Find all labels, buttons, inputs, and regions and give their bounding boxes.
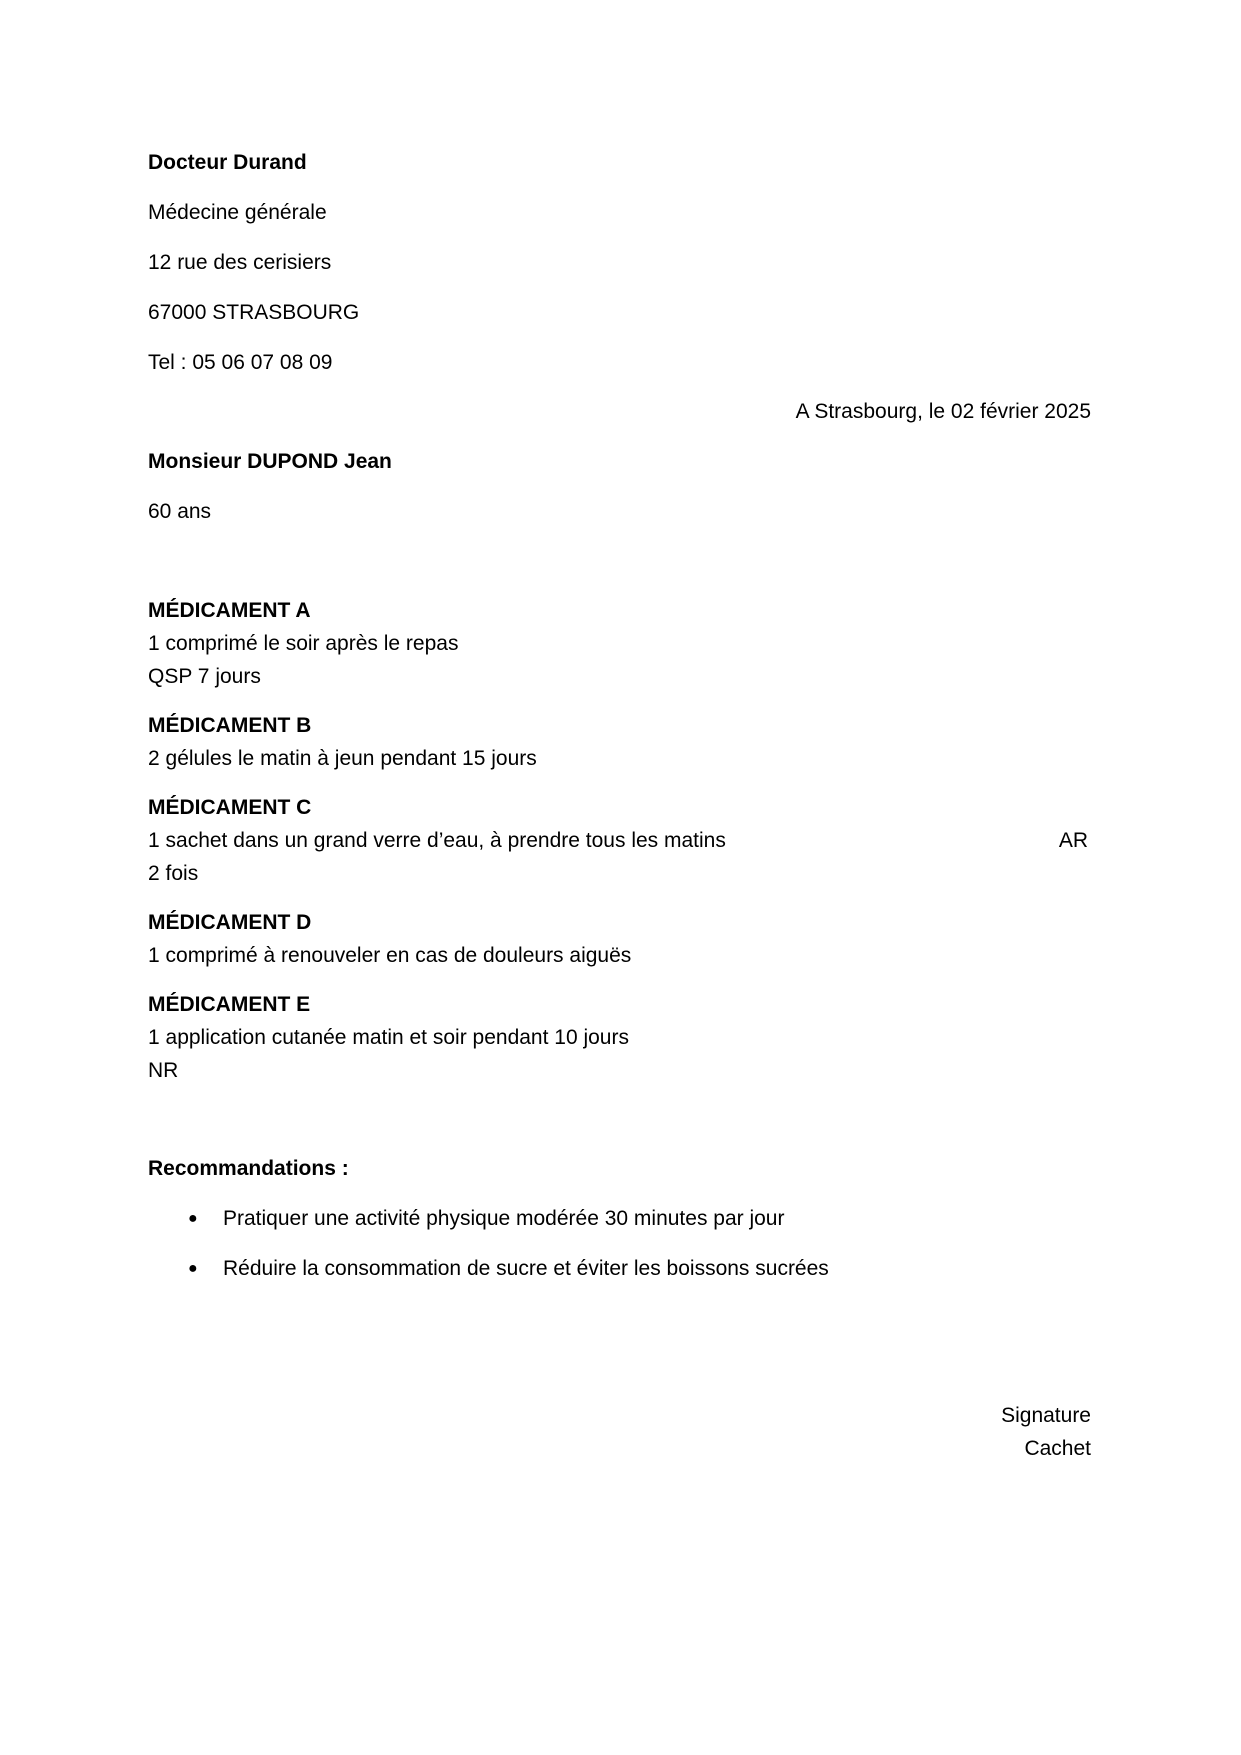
- signature-label: Signature: [1001, 1404, 1091, 1427]
- doctor-specialty: Médecine générale: [148, 201, 327, 224]
- medication-a-line-1: 1 comprimé le soir après le repas: [148, 632, 459, 655]
- medication-e-line-2: NR: [148, 1059, 179, 1082]
- medication-d-line-1: 1 comprimé à renouveler en cas de douleurs aiguës: [148, 944, 632, 967]
- medication-a-line-2: QSP 7 jours: [148, 665, 261, 688]
- medication-b-name: MÉDICAMENT B: [148, 714, 312, 737]
- doctor-address-street: 12 rue des cerisiers: [148, 251, 332, 274]
- medication-a-name: MÉDICAMENT A: [148, 599, 311, 622]
- bullet-icon: ●: [188, 1260, 198, 1277]
- doctor-address-city: 67000 STRASBOURG: [148, 301, 360, 324]
- bullet-icon: ●: [188, 1210, 198, 1227]
- medication-c-line-1: 1 sachet dans un grand verre d’eau, à prendre tous les matins: [148, 829, 726, 852]
- medication-e-line-1: 1 application cutanée matin et soir pendant 10 jours: [148, 1026, 629, 1049]
- medication-b-line-1: 2 gélules le matin à jeun pendant 15 jours: [148, 747, 537, 770]
- doctor-phone: Tel : 05 06 07 08 09: [148, 351, 333, 374]
- recommendation-text: Réduire la consommation de sucre et éviter les boissons sucrées: [223, 1257, 829, 1280]
- stamp-label: Cachet: [1024, 1437, 1091, 1460]
- medication-c-line-2: 2 fois: [148, 862, 199, 885]
- doctor-name: Docteur Durand: [148, 151, 307, 174]
- medication-c-side-note: AR: [1058, 829, 1088, 852]
- recommendation-text: Pratiquer une activité physique modérée 30 minutes par jour: [223, 1207, 785, 1230]
- medication-c-name: MÉDICAMENT C: [148, 796, 312, 819]
- recommendations-title: Recommandations :: [148, 1157, 349, 1180]
- patient-age: 60 ans: [148, 500, 212, 523]
- date-line: A Strasbourg, le 02 février 2025: [795, 400, 1091, 423]
- medication-e-name: MÉDICAMENT E: [148, 993, 311, 1016]
- patient-name: Monsieur DUPOND Jean: [148, 450, 392, 473]
- medication-d-name: MÉDICAMENT D: [148, 911, 312, 934]
